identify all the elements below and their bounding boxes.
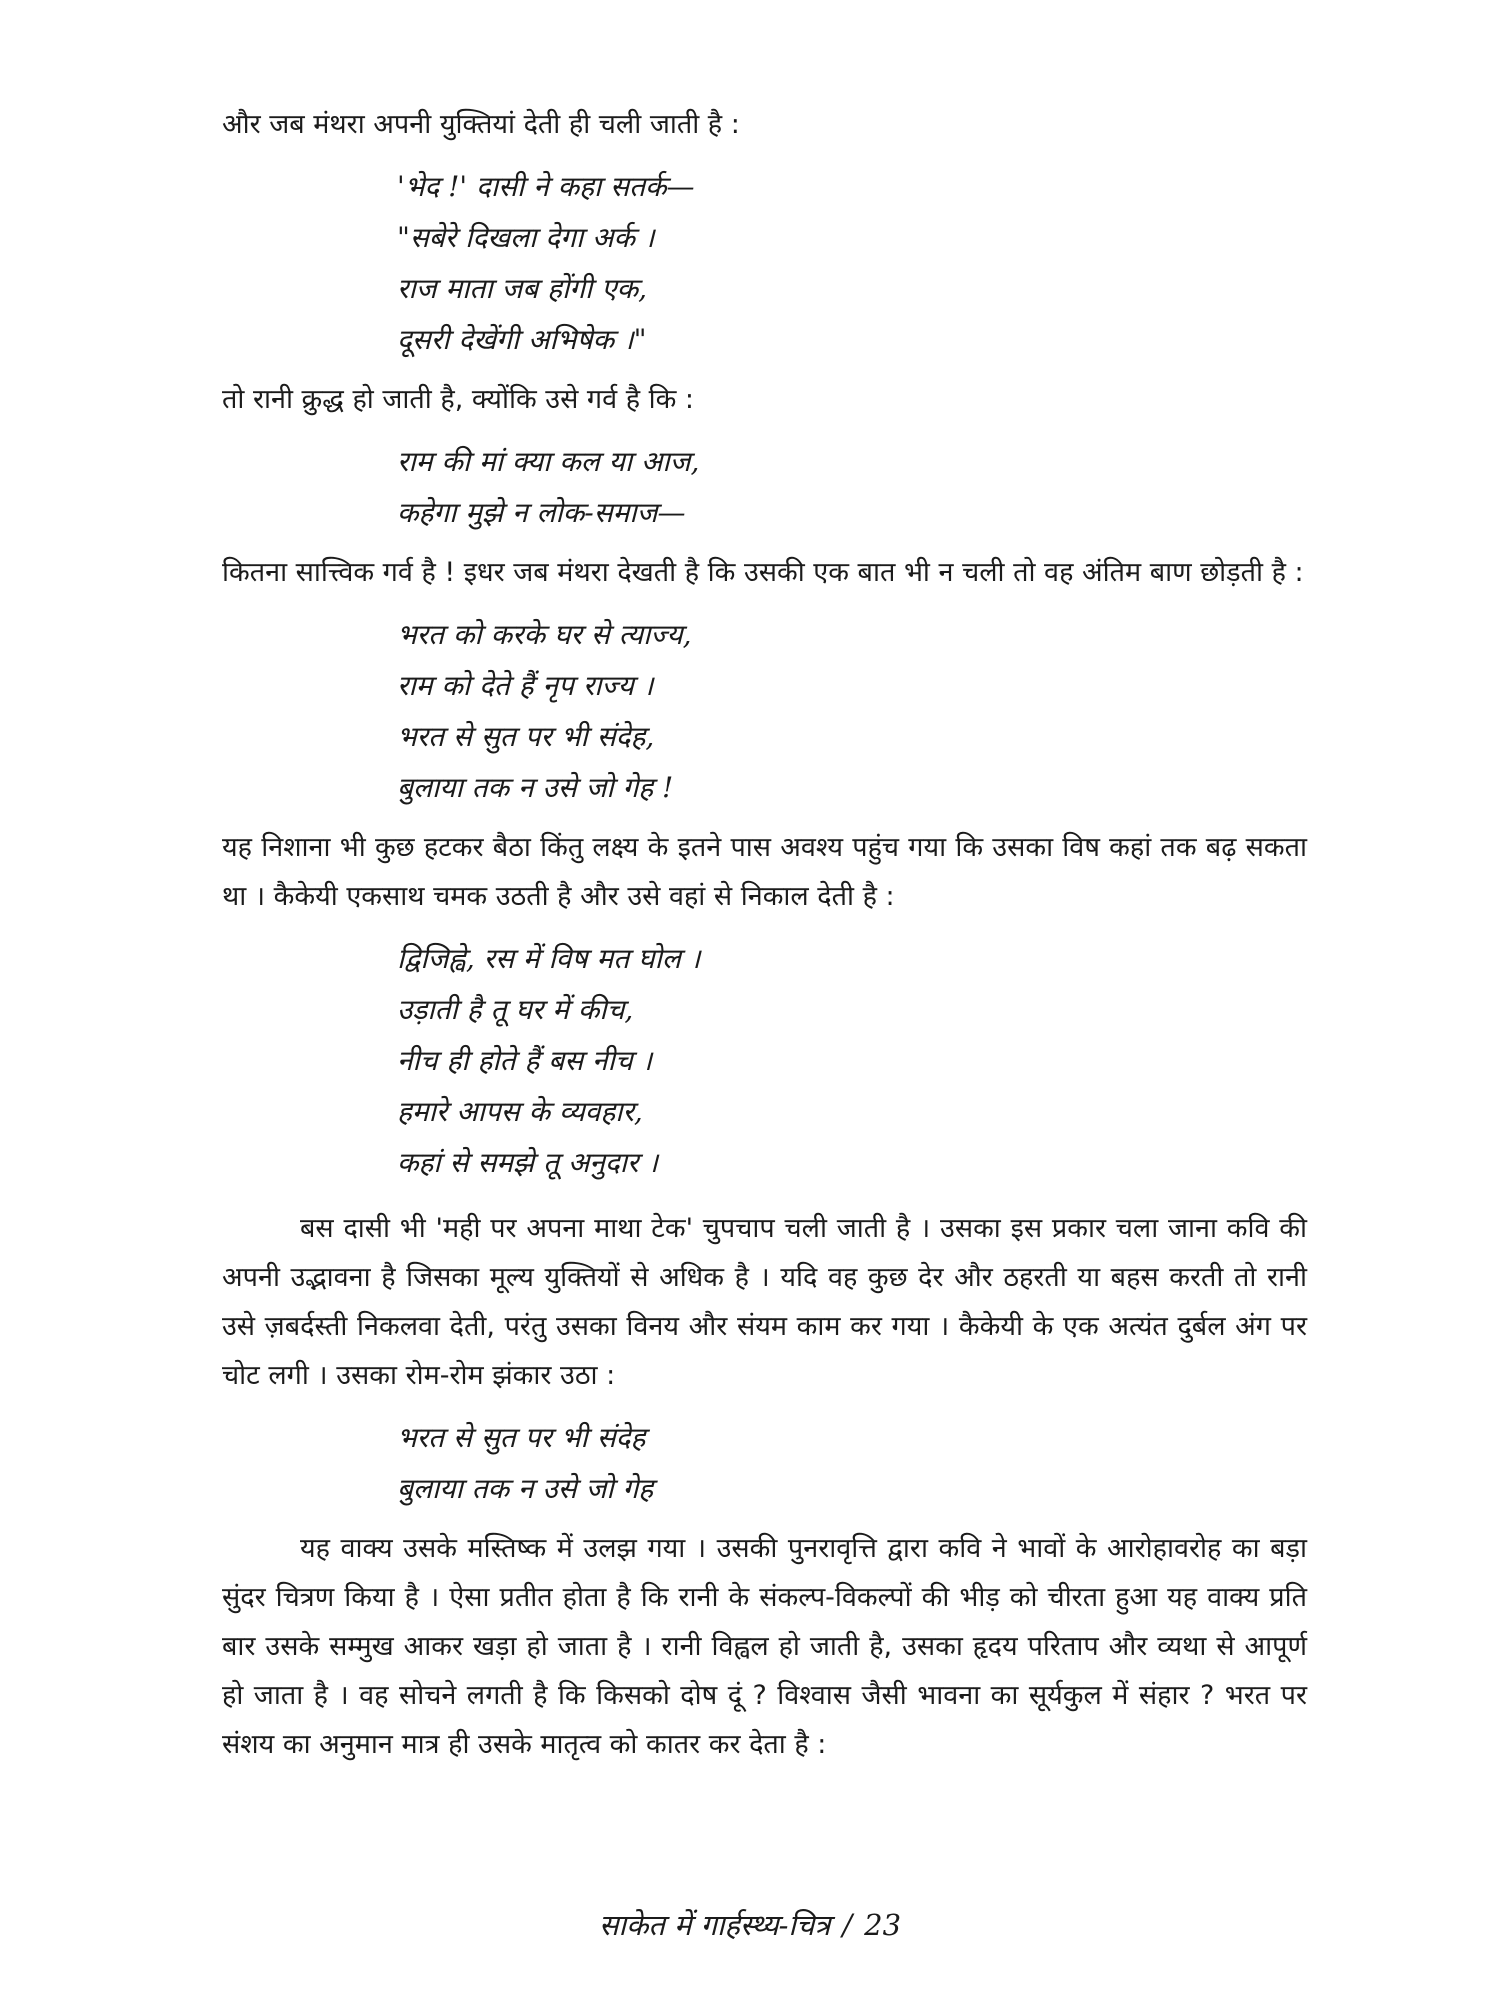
verse-line: द्विजिह्वे, रस में विष मत घोल । bbox=[397, 942, 701, 975]
verse-line: भरत को करके घर से त्याज्य, bbox=[397, 618, 692, 651]
paragraph-5: बस दासी भी 'मही पर अपना माथा टेक' चुपचाप चली जाती है । उसका इस प्रकार चला जाना कवि की अपनी उद्भावना है जिसका मूल्य युक्तियों से अधिक है । यदि वह कुछ देर और ठहरती या बहस करती तो रानी उसे ज़बर्दस्ती निकलवा देती, परंतु उसका विनय और संयम काम कर गया । कैकेयी के एक अत्यंत दुर्बल अंग पर चोट लगी । उसका रोम-रोम झंकार उठा : bbox=[222, 1213, 1307, 1391]
verse-block-2 bbox=[397, 436, 1307, 538]
verse-block-1 bbox=[397, 161, 1307, 365]
verse-line: "सबेरे दिखला देगा अर्क । bbox=[397, 221, 655, 254]
verse-line: बुलाया तक न उसे जो गेह ! bbox=[397, 771, 674, 804]
verse-line: कहां से समझे तू अनुदार । bbox=[397, 1146, 658, 1179]
verse-line: बुलाया तक न उसे जो गेह bbox=[397, 1472, 654, 1505]
footer-separator: / bbox=[842, 1908, 853, 1942]
verse-line: उड़ाती है तू घर में कीच, bbox=[397, 993, 634, 1026]
paragraph-1: और जब मंथरा अपनी युक्तियां देती ही चली जाती है : bbox=[222, 109, 740, 140]
page-body bbox=[222, 100, 1307, 1769]
page-number: 23 bbox=[864, 1908, 902, 1942]
verse-line: हमारे आपस के व्यवहार, bbox=[397, 1095, 643, 1128]
verse-line: दूसरी देखेंगी अभिषेक ।" bbox=[397, 323, 647, 356]
running-title: साकेत में गार्हस्थ्य-चित्र bbox=[598, 1908, 831, 1942]
verse-line: भरत से सुत पर भी संदेह bbox=[397, 1421, 646, 1454]
page-footer bbox=[0, 1905, 1500, 1945]
verse-line: राज माता जब होंगी एक, bbox=[397, 272, 648, 305]
verse-line: राम की मां क्या कल या आज, bbox=[397, 445, 700, 478]
verse-block-3 bbox=[397, 609, 1307, 813]
verse-line: राम को देते हैं नृप राज्य । bbox=[397, 669, 654, 702]
verse-line: भरत से सुत पर भी संदेह, bbox=[397, 720, 655, 753]
verse-block-4 bbox=[397, 933, 1307, 1188]
verse-line: 'भेद !' दासी ने कहा सतर्क— bbox=[397, 170, 695, 203]
paragraph-6: यह वाक्य उसके मस्तिष्क में उलझ गया । उसकी पुनरावृत्ति द्वारा कवि ने भावों के आरोहावरोह का बड़ा सुंदर चित्रण किया है । ऐसा प्रतीत होता है कि रानी के संकल्प-विकल्पों की भीड़ को चीरता हुआ यह वाक्य प्रति बार उसके सम्मुख आकर खड़ा हो जाता है । रानी विह्वल हो जाती है, उसका हृदय परिताप और व्यथा से आपूर्ण हो जाता है । वह सोचने लगती है कि किसको दोष दूं ? विश्वास जैसी भावना का सूर्यकुल में संहार ? भरत पर संशय का अनुमान मात्र ही उसके मातृत्व को कातर कर देता है : bbox=[222, 1533, 1307, 1760]
verse-block-5 bbox=[397, 1412, 1307, 1514]
paragraph-2: तो रानी क्रुद्ध हो जाती है, क्योंकि उसे गर्व है कि : bbox=[222, 384, 695, 415]
paragraph-4: यह निशाना भी कुछ हटकर बैठा किंतु लक्ष्य के इतने पास अवश्य पहुंच गया कि उसका विष कहां तक बढ़ सकता था । कैकेयी एकसाथ चमक उठती है और उसे वहां से निकाल देती है : bbox=[222, 832, 1307, 912]
verse-line: कहेगा मुझे न लोक-समाज— bbox=[397, 496, 686, 529]
verse-line: नीच ही होते हैं बस नीच । bbox=[397, 1044, 653, 1077]
paragraph-3: कितना सात्त्विक गर्व है ! इधर जब मंथरा देखती है कि उसकी एक बात भी न चली तो वह अंतिम बाण छोड़ती है : bbox=[222, 557, 1304, 588]
